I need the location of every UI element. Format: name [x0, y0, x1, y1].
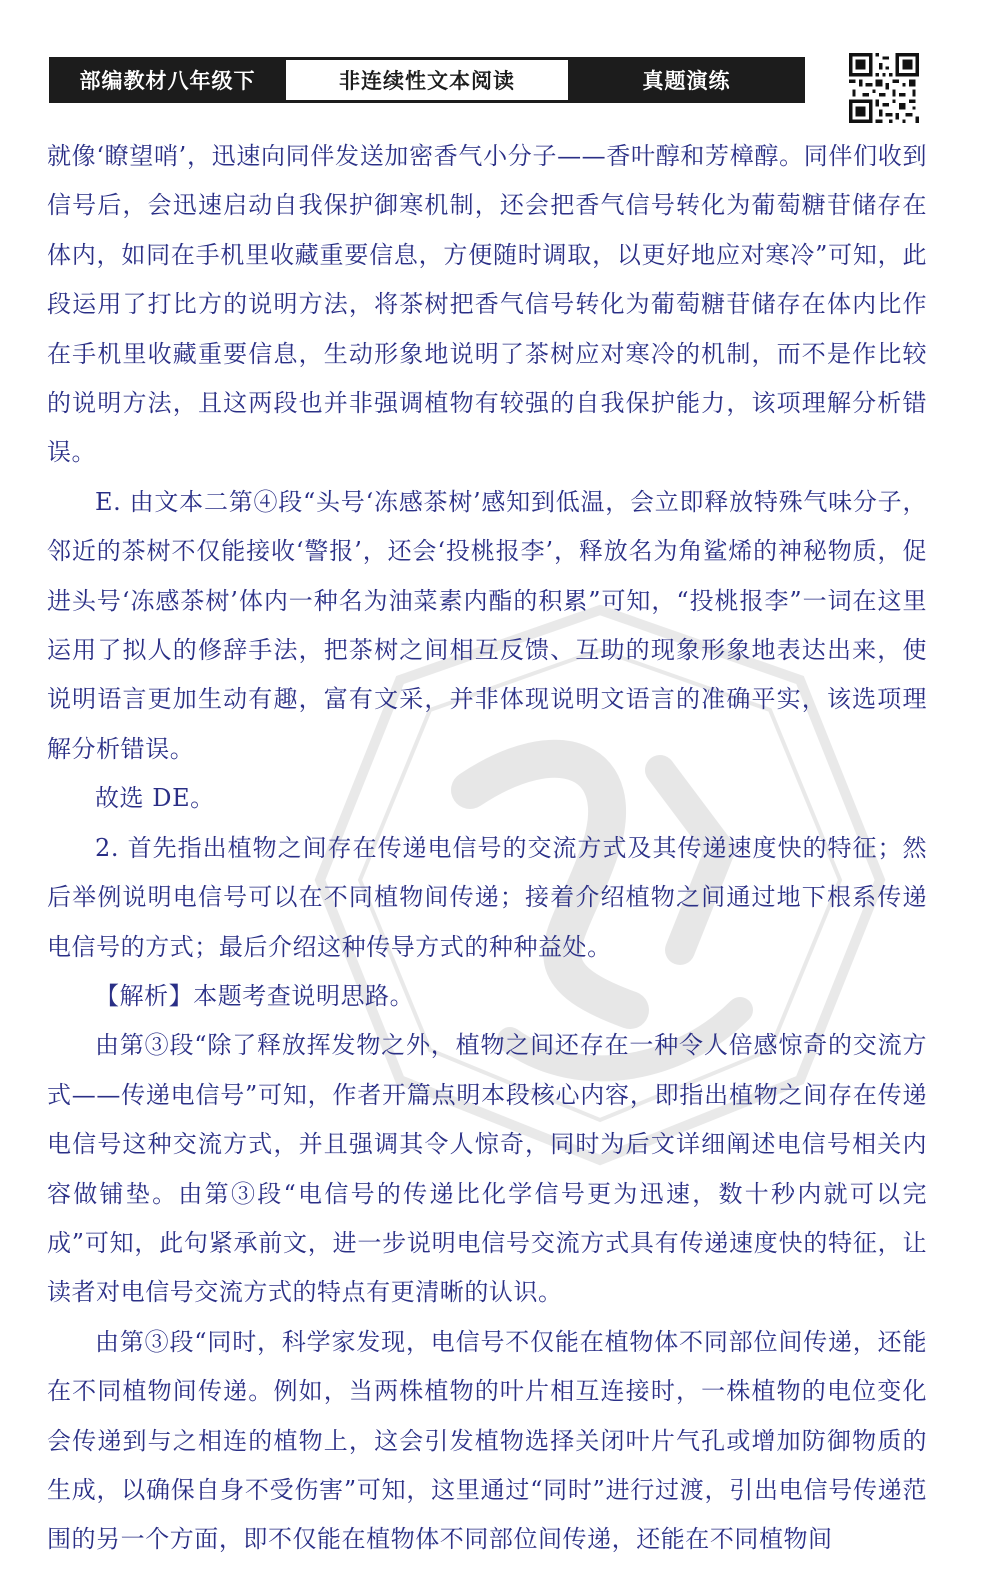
header-bar [49, 57, 805, 103]
paragraph-analysis-heading: 【解析】本题考查说明思路。 [95, 981, 415, 1010]
paragraph-analysis-2: 由第③段“同时，科学家发现，电信号不仅能在植物体不同部位间传递，还能在不同植物间传递。例如，当两株植物的叶片相互连接时，一株植物的电位变化会传递到与之相连的植物上，这会引发植物选择关闭叶片气孔或增加防御物质的生成，以确保自身不受伤害”可知，这里通过“同时”进行过渡，引出电信号传递范围的另一个方面，即不仅能在植物体不同部位间传递，还能在不同植物间 [47, 1327, 927, 1554]
paragraph-answer: 故选 DE。 [95, 784, 215, 813]
paragraph-question-2-answer: 2. 首先指出植物之间存在传递电信号的交流方式及其传递速度快的特征；然后举例说明电信号可以在不同植物间传递；接着介绍植物之间通过地下根系传递电信号的方式；最后介绍这种传导方式的种种益处。 [47, 833, 927, 961]
qr-code-icon [849, 53, 919, 123]
paragraph-analysis-1: 由第③段“除了释放挥发物之外，植物之间还存在一种令人倍感惊奇的交流方式——传递电信号”可知，作者开篇点明本段核心内容，即指出植物之间存在传递电信号这种交流方式，并且强调其令人惊奇，同时为后文详细阐述电信号相关内容做铺垫。由第③段“电信号的传递比化学信号更为迅速，数十秒内就可以完成”可知，此句紧承前文，进一步说明电信号交流方式具有传递速度快的特征，让读者对电信号交流方式的特点有更清晰的认识。 [47, 1031, 927, 1307]
header-section-label: 真题演练 [568, 57, 805, 103]
paragraph-continuation: 就像‘瞭望哨’，迅速向同伴发送加密香气小分子——香叶醇和芳樟醇。同伴们收到信号后，会迅速启动自我保护御寒机制，还会把香气信号转化为葡萄糖苷储存在体内，如同在手机里收藏重要信息，方便随时调取，以更好地应对寒冷”可知，此段运用了打比方的说明方法，将茶树把香气信号转化为葡萄糖苷储存在体内比作在手机里收藏重要信息，生动形象地说明了茶树应对寒冷的机制，而不是作比较的说明方法，且这两段也并非强调植物有较强的自我保护能力，该项理解分析错误。 [47, 142, 927, 467]
header-grade-label: 部编教材八年级下 [49, 57, 286, 103]
paragraph-option-e: E. 由文本二第④段“头号‘冻感茶树’感知到低温，会立即释放特殊气味分子，邻近的茶树不仅能接收‘警报’，还会‘投桃报李’，释放名为角鲨烯的神秘物质，促进头号‘冻感茶树’体内一种名为油菜素内酯的积累”可知，“投桃报李”一词在这里运用了拟人的修辞手法，把茶树之间相互反馈、互助的现象形象地表达出来，使说明语言更加生动有趣，富有文采，并非体现说明文语言的准确平实，该选项理解分析错误。 [47, 487, 927, 763]
header-topic-label: 非连续性文本阅读 [286, 57, 568, 103]
document-body [47, 132, 927, 1565]
